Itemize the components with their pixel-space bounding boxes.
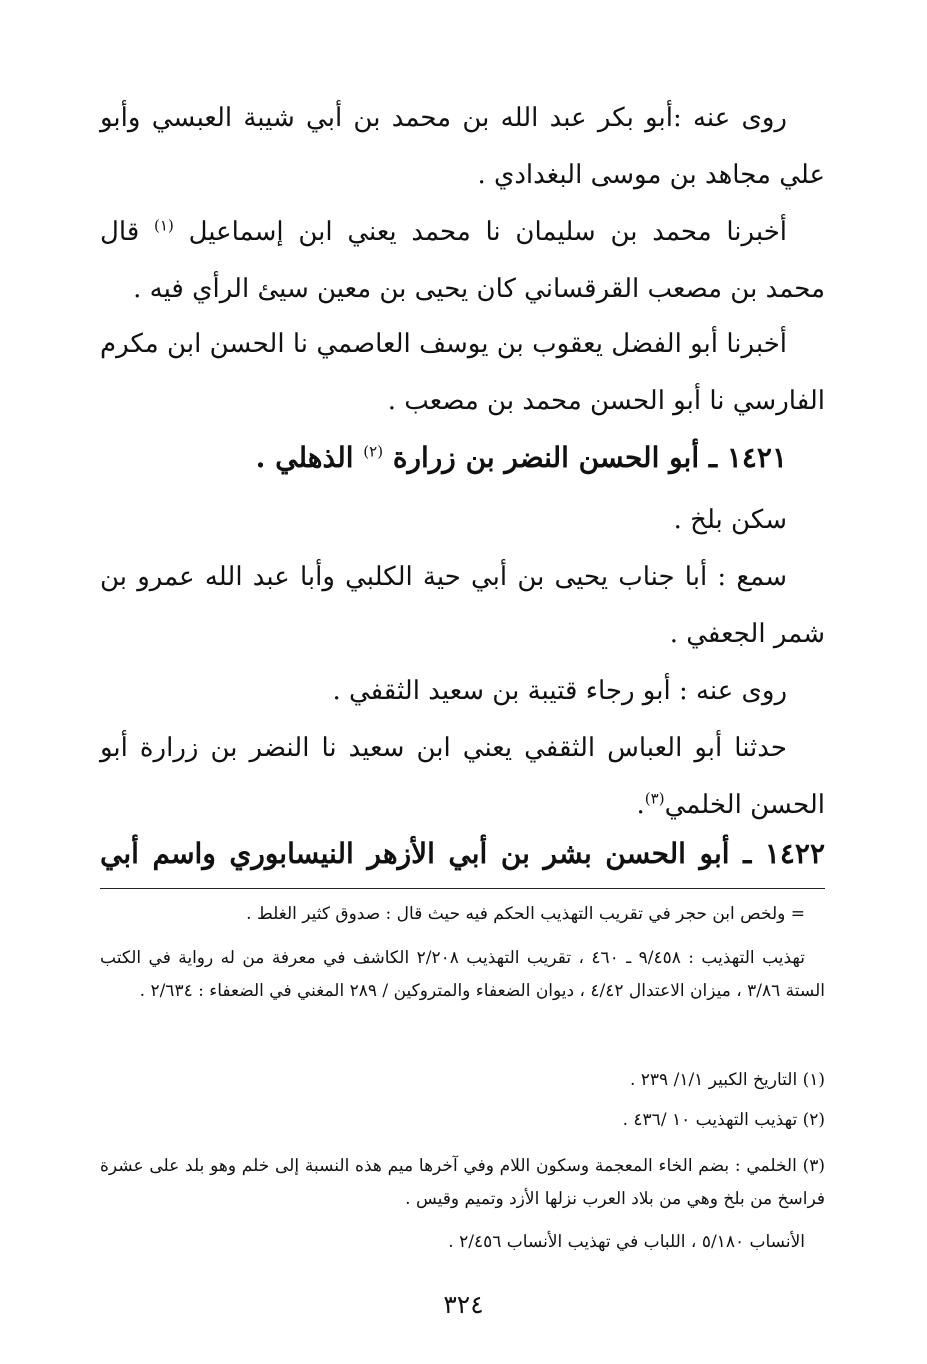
heading-text: ١٤٢١ ـ أبو الحسن النضر بن زرارة (392, 441, 787, 474)
footnote-separator (100, 888, 825, 889)
paragraph-text: روى عنه :أبو بكر عبد الله بن محمد بن أبي شيبة العبسي وأبو علي مجاهد بن موسى البغدادي . (100, 103, 825, 190)
footnote-ref: (١) (154, 216, 174, 235)
footnote-2 (100, 1104, 825, 1137)
paragraph-heard-from (100, 549, 825, 663)
footnote-continuation (100, 898, 825, 931)
footnote-text: (١) التاريخ الكبير ١/١/ ٢٣٩ . (629, 1070, 825, 1090)
footnote-3 (100, 1150, 825, 1216)
footnote-text: تهذيب التهذيب : ٩/٤٥٨ ـ ٤٦٠ ، تقريب التهذيب ٢/٢٠٨ الكاشف في معرفة من له رواية في الكتب الستة ٣/٨٦ ، ميزان الاعتدال ٤/٤٢ ، ديوان الضعفاء والمتروكين / ٢٨٩ المغني في الضعفاء : ٢/٦٣٤ . (100, 948, 825, 1001)
paragraph-text: أخبرنا أبو الفضل يعقوب بن يوسف العاصمي نا الحسن ابن مكرم الفارسي نا أبو الحسن محمد بن مصعب . (100, 329, 825, 416)
paragraph-chain (100, 316, 825, 430)
paragraph-hadith-chain (100, 720, 825, 834)
footnote-text: (٢) تهذيب التهذيب ١٠ /٤٣٦ . (622, 1110, 825, 1130)
entry-heading-1422 (100, 832, 825, 876)
footnote-text: = ولخص ابن حجر في تقريب التهذيب الحكم فيه حيث قال : صدوق كثير الغلط . (246, 904, 805, 924)
heading-text: ١٤٢٢ ـ أبو الحسن بشر بن أبي الأزهر النيسابوري واسم أبي (100, 837, 825, 870)
footnote-ref: (٣) (644, 789, 665, 808)
footnote-text: (٣) الخلمي : بضم الخاء المعجمة وسكون اللام وفي آخرها ميم هذه النسبة إلى خلم وهو بلد على عشرة فراسخ من بلخ وهي من بلاد العرب نزلها الأزد وتميم وقيس . (100, 1156, 825, 1209)
paragraph-residence (100, 492, 825, 549)
footnote-3-sources (100, 1226, 825, 1259)
paragraph-text: سمع : أبا جناب يحيى بن أبي حية الكلبي وأبا عبد الله عمرو بن شمر الجعفي . (100, 562, 825, 649)
paragraph-ibn-main-opinion (100, 204, 825, 318)
entry-heading-1421 (100, 436, 825, 480)
paragraph-text: حدثنا أبو العباس الثقفي يعني ابن سعيد نا النضر بن زرارة أبو الحسن الخلمي (100, 733, 825, 820)
paragraph-narrated-by (100, 663, 825, 720)
paragraph-text: أخبرنا محمد بن سليمان نا محمد يعني ابن إسماعيل (188, 217, 788, 247)
page-number: ٣٢٤ (443, 1290, 484, 1319)
footnote-sources (100, 942, 825, 1008)
footnote-text: الأنساب ٥/١٨٠ ، اللباب في تهذيب الأنساب ٢/٤٥٦ . (448, 1232, 805, 1252)
paragraph-text: روى عنه : أبو رجاء قتيبة بن سعيد الثقفي . (332, 676, 787, 706)
paragraph-text: قال محمد بن مصعب القرقساني كان يحيى بن معين سيئ الرأي فيه . (100, 217, 825, 304)
paragraph-text: . (636, 790, 645, 820)
paragraph-text: سكن بلخ . (673, 505, 787, 535)
paragraph-narrators (100, 90, 825, 204)
footnote-1 (100, 1064, 825, 1097)
footnote-ref: (٢) (363, 442, 384, 461)
heading-text: الذهلي . (255, 441, 354, 474)
